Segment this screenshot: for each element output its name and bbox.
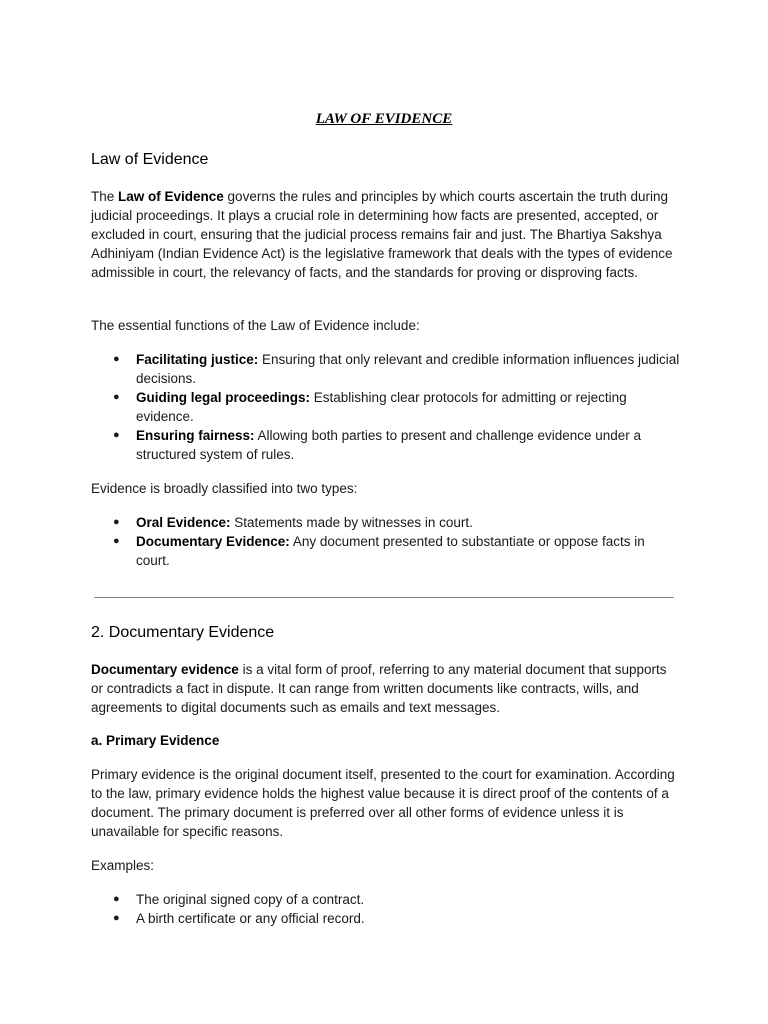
types-list bbox=[91, 513, 681, 570]
list-item-text: A birth certificate or any official record. bbox=[136, 911, 365, 926]
subheading-primary-evidence: a. Primary Evidence bbox=[91, 733, 220, 748]
list-item bbox=[91, 513, 681, 532]
section-heading-documentary-evidence: 2. Documentary Evidence bbox=[91, 624, 275, 641]
bullet-icon: ● bbox=[113, 912, 120, 924]
list-item bbox=[91, 388, 681, 426]
primary-evidence-paragraph: Primary evidence is the original document itself, presented to the court for examination. According to the law, primary evidence holds the highest value because it is direct proof of the contents of a document. The primary document is preferred over all other forms of evidence unless it is unavailable for specific reasons. bbox=[91, 767, 675, 839]
list-item-bold: Oral Evidence: bbox=[136, 515, 231, 530]
list-item bbox=[91, 890, 681, 909]
list-item-text: Ensuring that only relevant and credible information influences judicial decisions. bbox=[136, 352, 680, 386]
section-heading-law-of-evidence: Law of Evidence bbox=[91, 151, 209, 168]
list-item-text: The original signed copy of a contract. bbox=[136, 892, 365, 907]
intro-paragraph bbox=[91, 187, 681, 282]
functions-list bbox=[91, 350, 681, 464]
functions-lead-paragraph: The essential functions of the Law of Evidence include: bbox=[91, 318, 420, 333]
bullet-icon: ● bbox=[113, 391, 120, 403]
list-item-text: Any document presented to substantiate or oppose facts in court. bbox=[136, 534, 645, 568]
list-item-bold: Documentary Evidence: bbox=[136, 534, 290, 549]
list-item bbox=[91, 909, 681, 928]
bullet-icon: ● bbox=[113, 535, 120, 547]
list-item-text: Allowing both parties to present and challenge evidence under a structured system of rules. bbox=[136, 428, 642, 462]
bullet-icon: ● bbox=[113, 353, 120, 365]
bullet-icon: ● bbox=[113, 893, 120, 905]
document-title: LAW OF EVIDENCE bbox=[315, 111, 453, 127]
bullet-icon: ● bbox=[113, 429, 120, 441]
list-item-bold: Ensuring fairness: bbox=[136, 428, 255, 443]
documentary-bold-term: Documentary evidence bbox=[91, 662, 239, 677]
list-item bbox=[91, 532, 681, 570]
bullet-icon: ● bbox=[113, 516, 120, 528]
list-item-text: Statements made by witnesses in court. bbox=[230, 515, 473, 530]
list-item-bold: Facilitating justice: bbox=[136, 352, 259, 367]
examples-lead: Examples: bbox=[91, 858, 155, 873]
horizontal-divider bbox=[94, 597, 674, 598]
list-item bbox=[91, 350, 681, 388]
examples-list bbox=[91, 890, 681, 928]
documentary-intro-paragraph bbox=[91, 660, 681, 717]
list-item bbox=[91, 426, 681, 464]
list-item-text: Establishing clear protocols for admitting or rejecting evidence. bbox=[136, 390, 627, 424]
list-item-bold: Guiding legal proceedings: bbox=[136, 390, 311, 405]
types-lead-paragraph: Evidence is broadly classified into two types: bbox=[91, 481, 358, 496]
intro-prefix: The bbox=[91, 189, 119, 204]
intro-bold-term: Law of Evidence bbox=[118, 189, 224, 204]
documentary-intro-body: is a vital form of proof, referring to any material document that supports or contradicts a fact in dispute. It can range from written documents like contracts, wills, and agreements to digital documents such as emails and text messages. bbox=[91, 662, 667, 715]
intro-body: governs the rules and principles by which courts ascertain the truth during judicial proceedings. It plays a crucial role in determining how facts are presented, accepted, or excluded in court, ensuring that the judicial process remains fair and just. The Bhartiya Sakshya Adhiniyam (Indian Evidence Act) is the legislative framework that deals with the types of evidence admissible in court, the relevancy of facts, and the standards for proving or disproving facts. bbox=[91, 189, 673, 280]
